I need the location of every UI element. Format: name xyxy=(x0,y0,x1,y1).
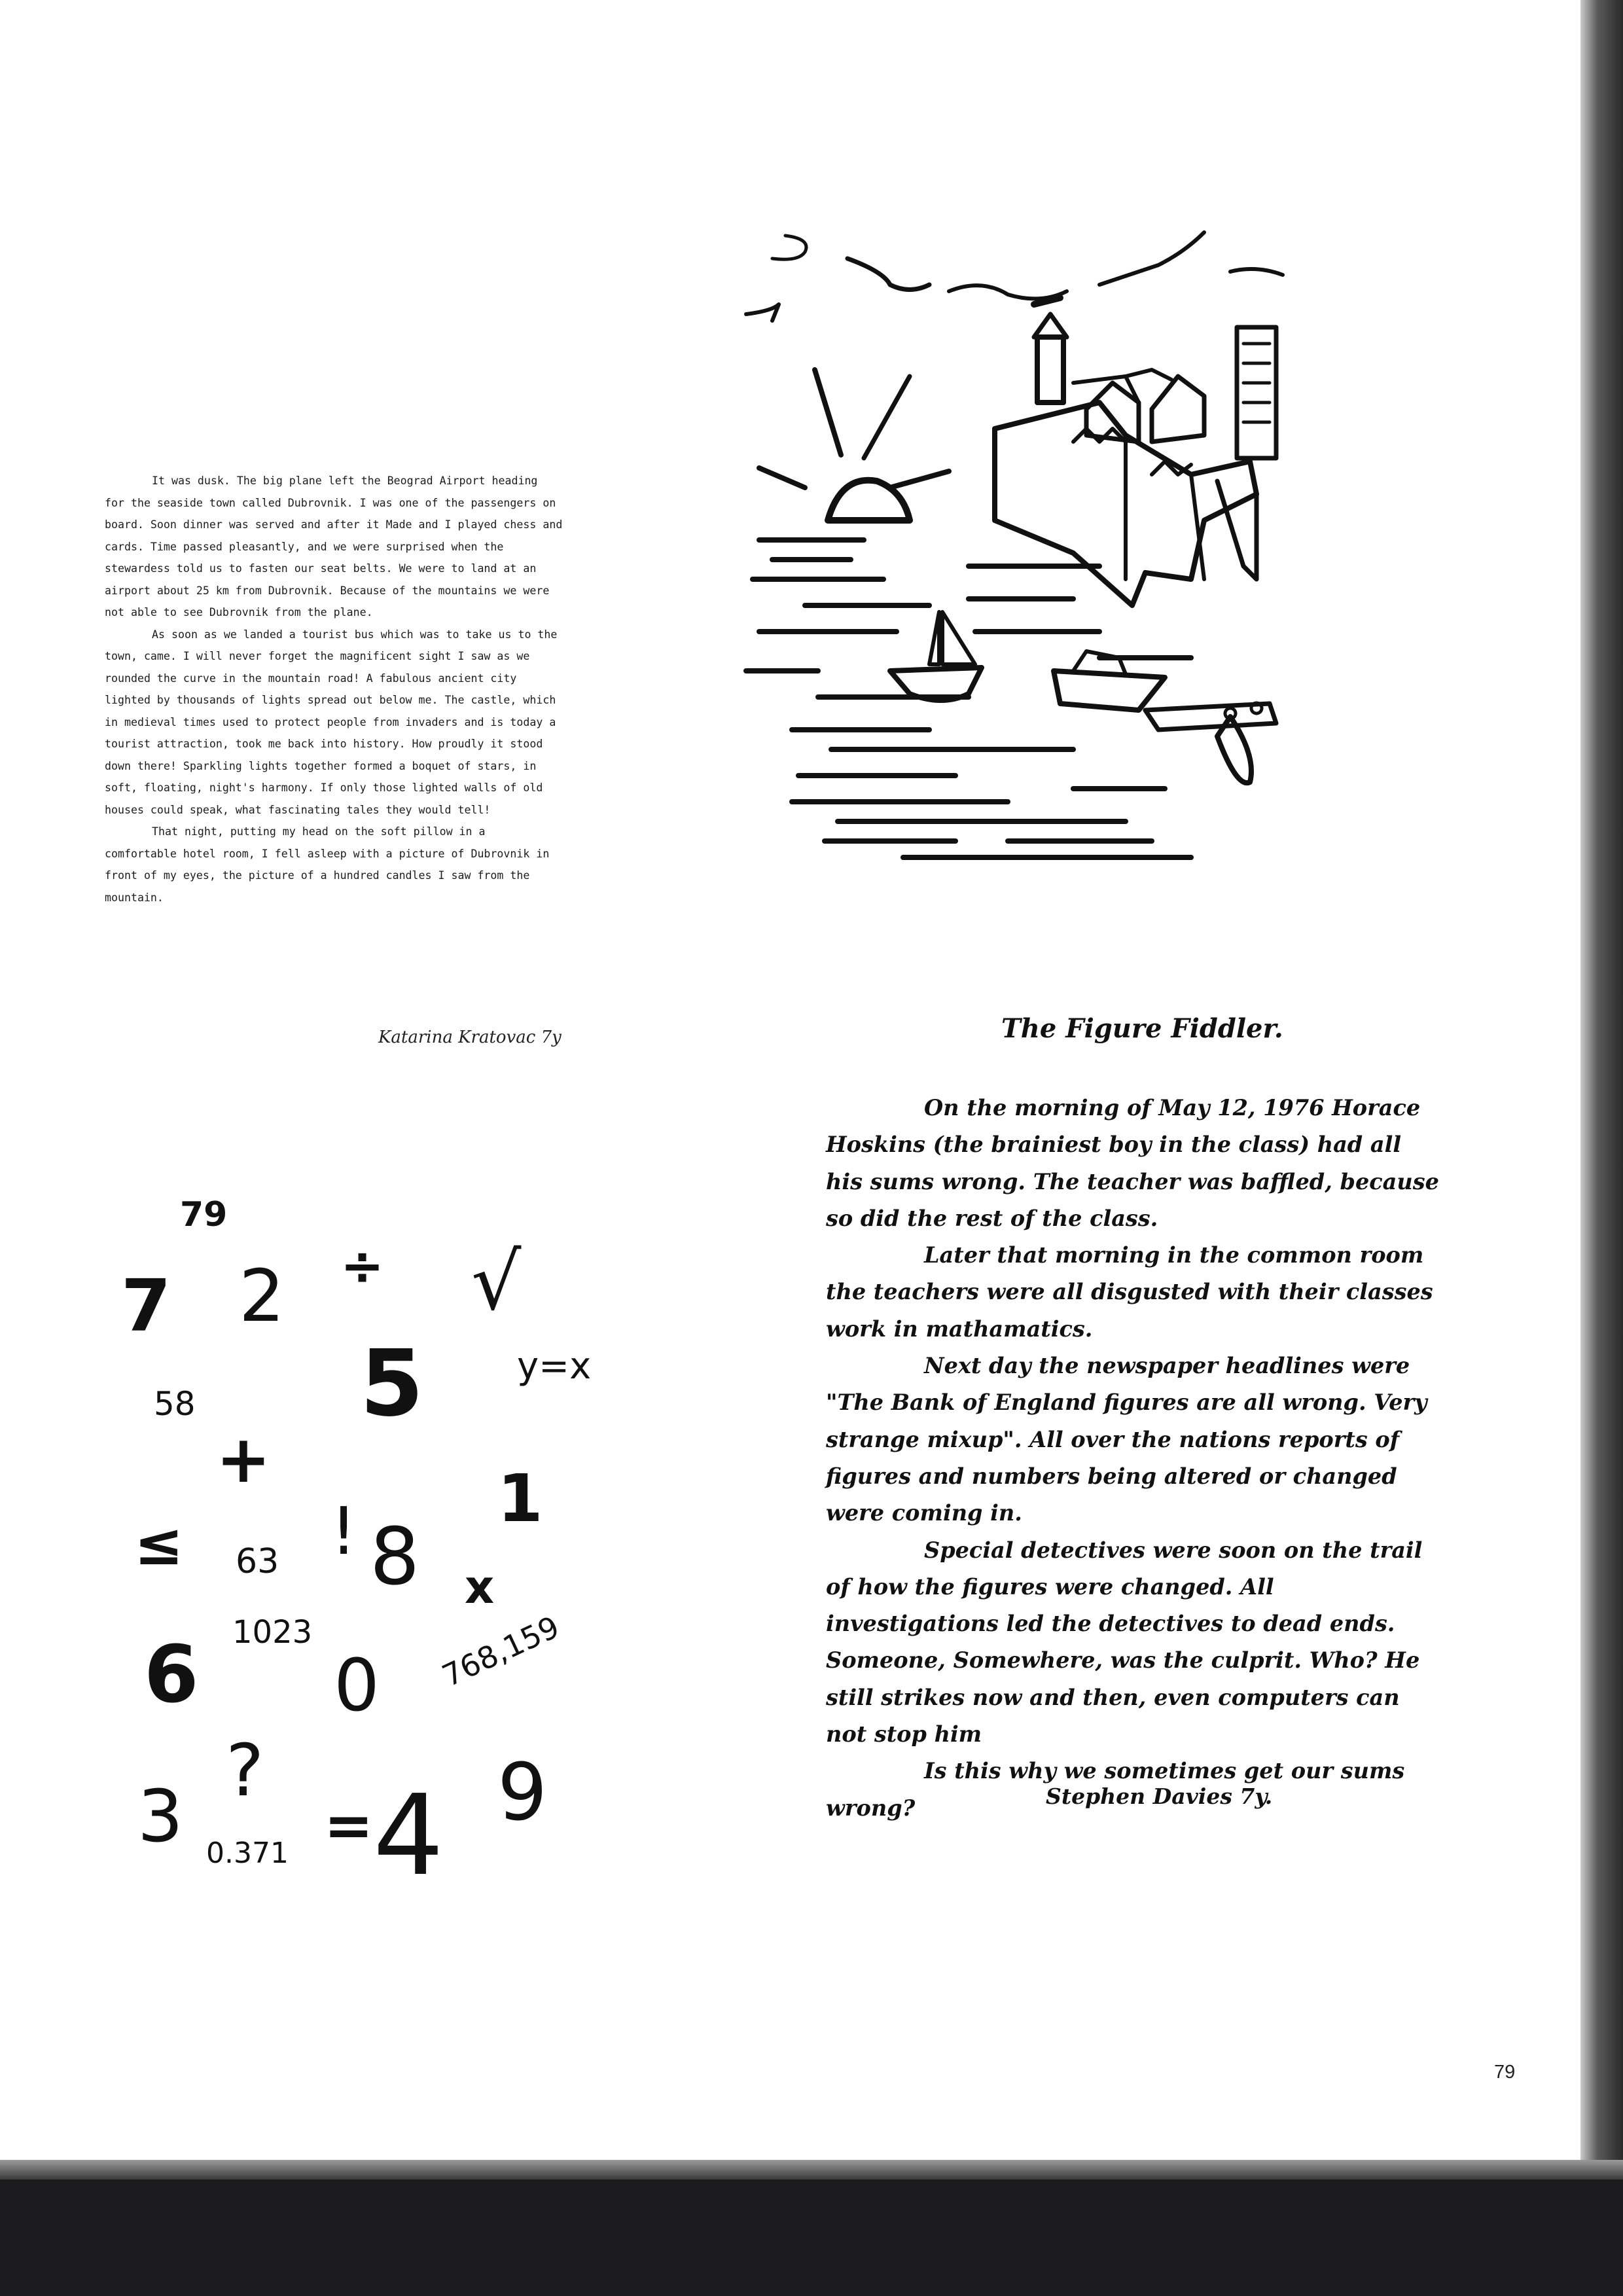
numeral: √ xyxy=(471,1237,522,1328)
numeral: 58 xyxy=(154,1385,196,1423)
harbour-town-drawing xyxy=(733,213,1361,880)
numeral: 4 xyxy=(373,1771,444,1901)
story-paragraph: On the morning of May 12, 1976 Horace Hoskins (the brainiest boy in the class) had all his sums wrong. The teacher was baffled, because so did the rest of the class. xyxy=(826,1095,1439,1231)
dubrovnik-story xyxy=(105,470,563,908)
numeral: ÷ xyxy=(340,1236,385,1297)
story-paragraph: It was dusk. The big plane left the Beograd Airport heading for the seaside town called Dubrovnik. I was one of the passengers on board. Soon dinner was served and after it Made and I played chess and cards. Time passed pleasantly, and we were surprised when the stewardess told us to fasten our seat belts. We were to land at an airport about 25 km from Dubrovnik. Because of the mountains we were not able to see Dubrovnik from the plane. xyxy=(105,475,563,619)
numeral: + xyxy=(216,1421,271,1498)
numeral: 8 xyxy=(370,1512,420,1603)
numeral: y=x xyxy=(517,1345,592,1388)
numeral: 1 xyxy=(497,1460,543,1537)
numeral: 79 xyxy=(180,1195,228,1234)
author-signature-right: Stephen Davies 7y. xyxy=(1046,1784,1273,1809)
numeral: 0.371 xyxy=(206,1837,289,1870)
numeral: 1023 xyxy=(232,1614,313,1651)
numeral: 0 xyxy=(334,1643,380,1727)
numeral: 9 xyxy=(497,1748,548,1839)
numeral: ! xyxy=(330,1493,357,1570)
numeral: = xyxy=(324,1791,374,1860)
numeral: 2 xyxy=(239,1254,285,1338)
story-paragraph: Is this why we sometimes get our sums wrong? xyxy=(826,1758,1405,1821)
story-paragraph: Special detectives were soon on the trail of how the figures were changed. All investigations led the detectives to dead ends. Someone, Somewhere, was the culprit. Who? He still strikes now and then, even computers can not stop him xyxy=(826,1537,1423,1748)
page-number: 79 xyxy=(1494,2062,1516,2083)
page-bottom-edge xyxy=(0,2160,1623,2179)
figure-fiddler-story xyxy=(826,1090,1441,1827)
author-signature-left: Katarina Kratovac 7y xyxy=(378,1028,562,1047)
book-spine-shadow xyxy=(1580,0,1623,2179)
story-paragraph: As soon as we landed a tourist bus which was to take us to the town, came. I will never forget the magnificent sight I saw as we rounded the curve in the mountain road! A fabulous ancient city lighted by thousands of lights spread out below me. The castle, which in medieval times used to protect people from invaders and is today a tourist attraction, took me back into history. How proudly it stood down there! Sparkling lights together formed a boquet of stars, in soft, floating, night's harmony. If only those lighted walls of old houses could speak, what fascinating tales they would tell! xyxy=(105,628,558,816)
numeral: ≤ xyxy=(134,1510,184,1579)
numbers-artwork xyxy=(118,1178,615,1901)
numeral: 5 xyxy=(360,1331,424,1437)
story-paragraph: That night, putting my head on the soft pillow in a comfortable hotel room, I fell asleep with a picture of Dubrovnik in front of my eyes, the picture of a hundred candles I saw from the mountain. xyxy=(105,825,550,904)
numeral: x xyxy=(465,1560,495,1614)
story-paragraph: Later that morning in the common room the teachers were all disgusted with their classes work in mathamatics. xyxy=(826,1242,1433,1342)
numeral: 63 xyxy=(236,1542,279,1581)
numeral: 768,159 xyxy=(437,1609,565,1694)
numeral: 3 xyxy=(137,1774,183,1858)
numeral: 6 xyxy=(144,1630,199,1721)
numeral: 7 xyxy=(121,1264,171,1348)
story-title: The Figure Fiddler. xyxy=(1001,1013,1283,1044)
numeral: ? xyxy=(226,1729,264,1812)
story-paragraph: Next day the newspaper headlines were "The Bank of England figures are all wrong. Very strange mixup". All over the nations reports of figures and numbers being altered or changed were coming in. xyxy=(826,1353,1427,1526)
